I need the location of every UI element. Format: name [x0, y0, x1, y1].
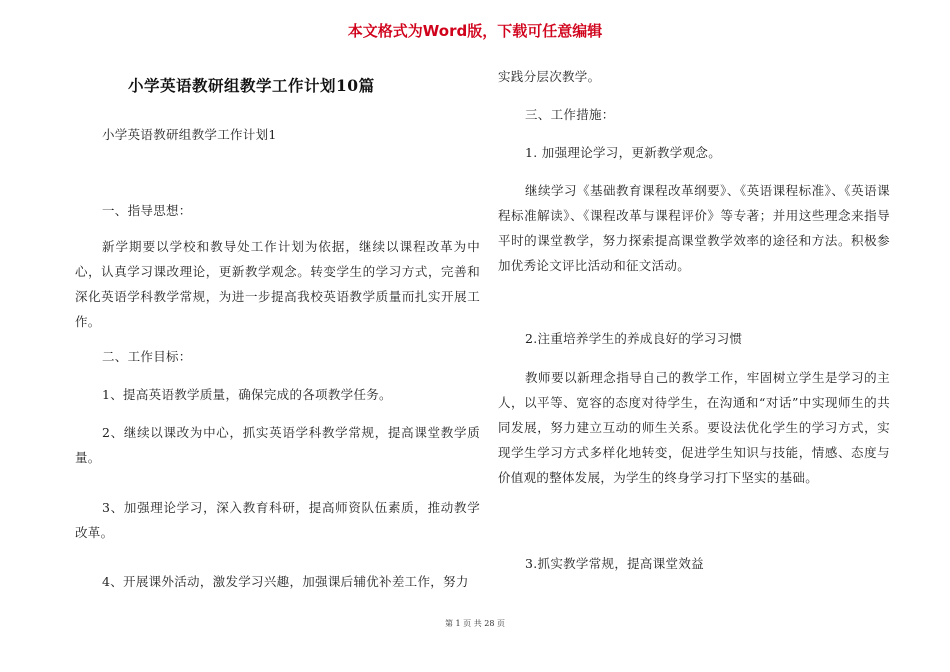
measure-heading-3: 3.抓实教学常规，提高课堂效益	[525, 556, 704, 571]
measure-paragraph-2: 教师要以新理念指导自己的教学工作，牢固树立学生是学习的主人，以平等、宽容的态度对待学生，在沟通和“对话”中实现师生的共同发展，努力建立互动的师生关系。要设法优化学生的学习方式，实现学生学习方式多样化地转变，促进学生知识与技能，情感、态度与价值观的整体发展，为学生的终身学习打下坚实的基础。	[498, 370, 890, 485]
measure-paragraph-1: 继续学习《基础教育课程改革纲要》、《英语课程标准》、《英语课程标准解读》、《课程改革与课程评价》等专著；并用这些理念来指导平时的课堂教学，努力探索提高课堂教学效率的途径和方法。积极参加优秀论文评比活动和征文活动。	[498, 183, 890, 273]
goal-item-4-continued: 实践分层次教学。	[498, 69, 601, 84]
measure-heading-1: 1. 加强理论学习，更新教学观念。	[525, 145, 722, 160]
goal-item-1: 1、提高英语教学质量，确保完成的各项教学任务。	[102, 387, 392, 402]
paragraph-guiding-idea: 新学期要以学校和教导处工作计划为依据，继续以课程改革为中心，认真学习课改理论，更新教学观念。转变学生的学习方式，完善和深化英语学科教学常规，为进一步提高我校英语教学质量而扎实开展工作。	[75, 239, 480, 329]
goal-item-2: 2、继续以课改为中心，抓实英语学科教学常规，提高课堂教学质量。	[75, 425, 480, 465]
page-footer: 第 1 页 共 28 页	[445, 619, 505, 628]
section-heading-guiding-idea: 一、指导思想：	[102, 203, 192, 218]
goal-item-3: 3、加强理论学习，深入教育科研，提高师资队伍素质，推动教学改革。	[75, 500, 480, 540]
section-heading-measures: 三、工作措施：	[525, 107, 615, 122]
watermark-banner: 本文格式为Word版，下载可任意编辑	[347, 22, 603, 40]
measure-heading-2: 2.注重培养学生的养成良好的学习习惯	[525, 331, 743, 346]
goal-item-4: 4、开展课外活动，激发学习兴趣，加强课后辅优补差工作，努力	[102, 574, 469, 589]
document-title: 小学英语教研组教学工作计划10篇	[128, 76, 375, 95]
subtitle: 小学英语教研组教学工作计划1	[102, 127, 277, 142]
section-heading-goals: 二、工作目标：	[102, 349, 192, 364]
